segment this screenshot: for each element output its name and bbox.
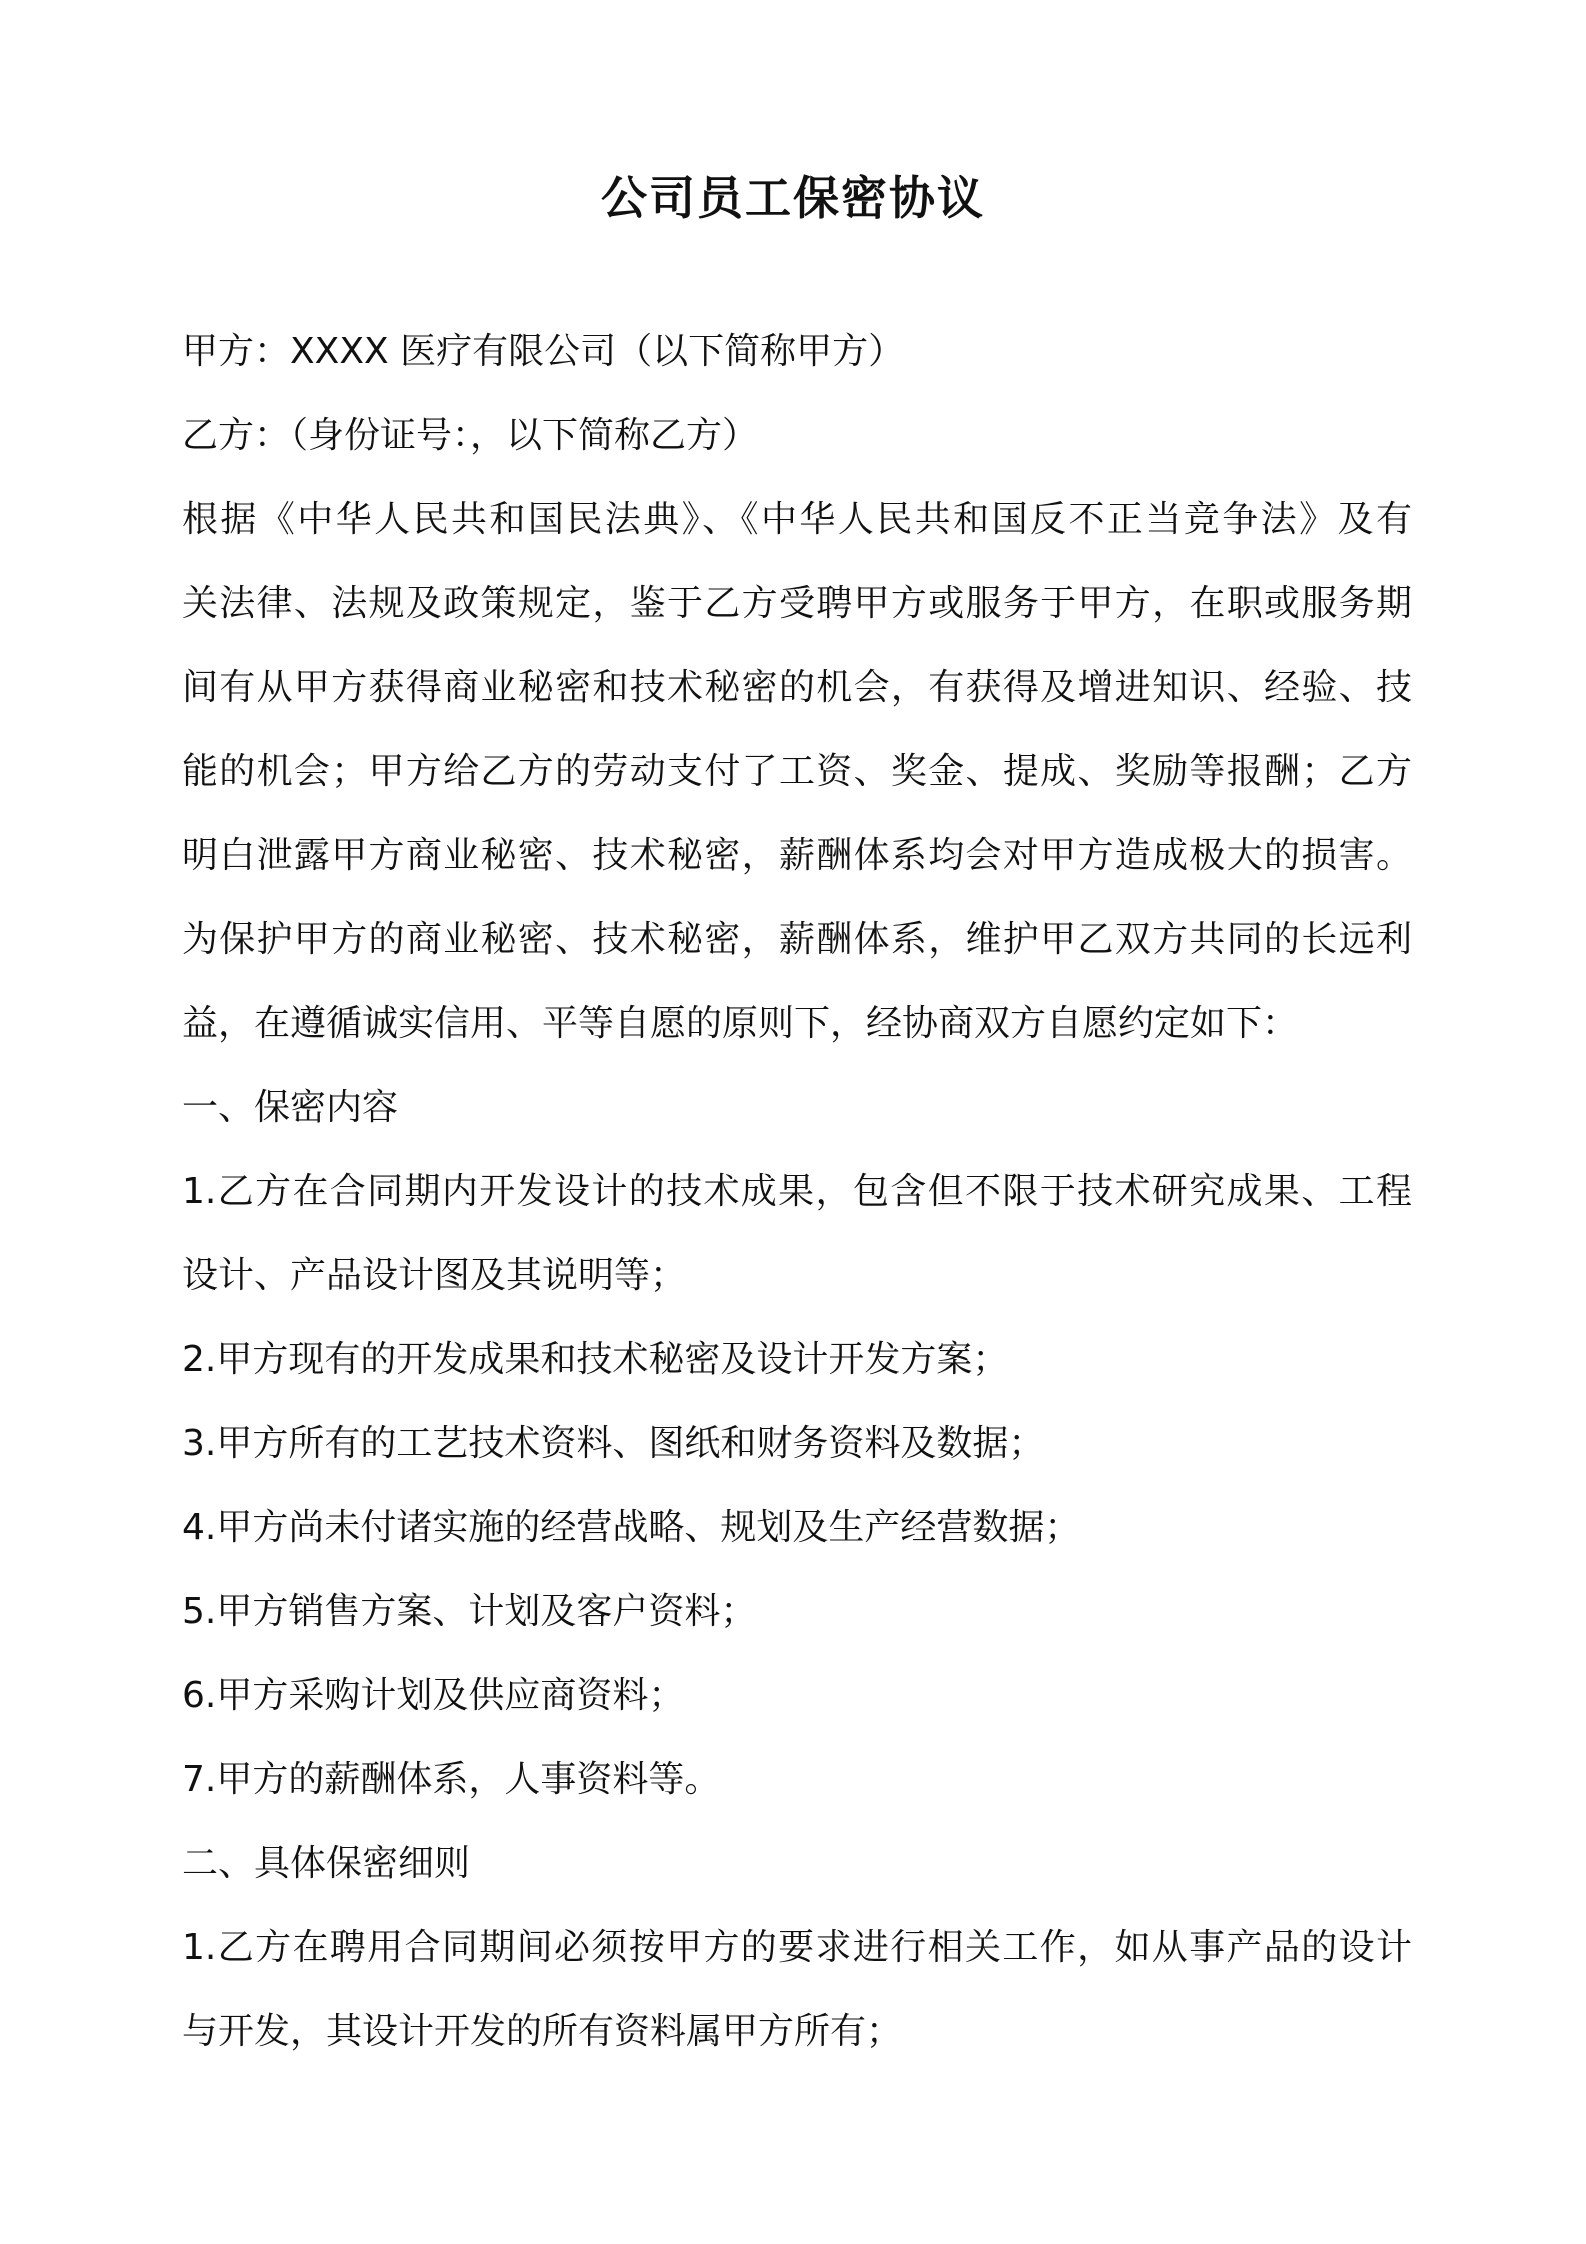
preamble-line: 明白泄露甲方商业秘密、技术秘密，薪酬体系均会对甲方造成极大的损害。 — [182, 835, 1412, 876]
preamble-line: 能的机会；甲方给乙方的劳动支付了工资、奖金、提成、奖励等报酬；乙方 — [182, 751, 1412, 792]
preamble-line: 根据《中华人民共和国民法典》、《中华人民共和国反不正当竞争法》及有 — [182, 499, 1412, 540]
section-heading: 二、具体保密细则 — [182, 1843, 471, 1884]
party-b-line: 乙方：（身份证号：，以下简称乙方） — [182, 415, 759, 456]
preamble-line: 关法律、法规及政策规定，鉴于乙方受聘甲方或服务于甲方，在职或服务期 — [182, 583, 1412, 624]
list-item-line: 与开发，其设计开发的所有资料属甲方所有； — [182, 2011, 903, 2052]
list-item-line: 设计、产品设计图及其说明等； — [182, 1255, 687, 1296]
preamble-line: 为保护甲方的商业秘密、技术秘密，薪酬体系，维护甲乙双方共同的长远利 — [182, 919, 1412, 960]
list-item-line: 1.乙方在聘用合同期间必须按甲方的要求进行相关工作，如从事产品的设计 — [182, 1927, 1412, 1968]
section-heading: 一、保密内容 — [182, 1087, 399, 1128]
list-item: 2.甲方现有的开发成果和技术秘密及设计开发方案； — [182, 1339, 1009, 1380]
list-item-line: 1.乙方在合同期内开发设计的技术成果，包含但不限于技术研究成果、工程 — [182, 1171, 1412, 1212]
list-item: 7.甲方的薪酬体系，人事资料等。 — [182, 1759, 721, 1800]
preamble-line: 间有从甲方获得商业秘密和技术秘密的机会，有获得及增进知识、经验、技 — [182, 667, 1412, 708]
list-item: 3.甲方所有的工艺技术资料、图纸和财务资料及数据； — [182, 1423, 1045, 1464]
party-a-line: 甲方：XXXX 医疗有限公司（以下简称甲方） — [182, 331, 905, 372]
document-body — [182, 310, 1412, 2074]
preamble-line: 益，在遵循诚实信用、平等自愿的原则下，经协商双方自愿约定如下： — [182, 1003, 1299, 1044]
list-item: 5.甲方销售方案、计划及客户资料； — [182, 1591, 757, 1632]
list-item: 6.甲方采购计划及供应商资料； — [182, 1675, 685, 1716]
document-title: 公司员工保密协议 — [601, 171, 985, 225]
list-item: 4.甲方尚未付诸实施的经营战略、规划及生产经营数据； — [182, 1507, 1081, 1548]
